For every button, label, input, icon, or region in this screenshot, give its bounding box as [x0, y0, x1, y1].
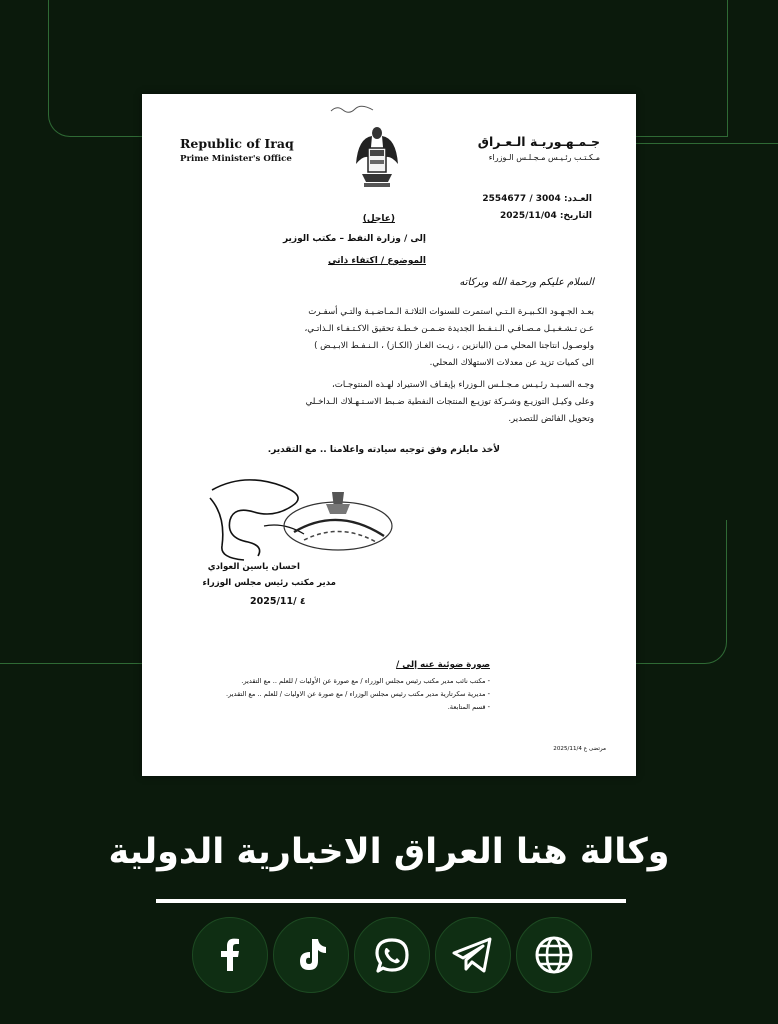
agency-underline [156, 899, 626, 903]
office-seal-icon [280, 486, 396, 558]
telegram-icon [450, 934, 496, 976]
tiktok-icon [291, 935, 331, 975]
telegram-button[interactable] [435, 917, 511, 993]
header-ar-subtitle: مـكـتـب رئـيـس مـجـلـس الـوزراء [488, 153, 600, 162]
paragraph-line: وجـه السـيـد رئـيـس مـجـلـس الـوزراء بإيقـاف الاستيراد لهـذه المنتوجـات، [331, 380, 594, 390]
paragraph-line: وتحويل الفائض للتصدير. [508, 414, 594, 424]
paragraph-line: الى كميات تزيد عن معدلات الاستهلاك المحلي. [429, 358, 594, 368]
facebook-icon [210, 935, 250, 975]
signer-title: مدير مكتب رئيس مجلس الوزراء [202, 578, 336, 588]
facebook-button[interactable] [192, 917, 268, 993]
header-en-subtitle: Prime Minister's Office [180, 154, 292, 164]
copy-header: صورة ضوئية عنه إلى / [396, 660, 490, 670]
whatsapp-button[interactable] [354, 917, 430, 993]
letter-document [142, 94, 636, 776]
header-en-title: Republic of Iraq [180, 136, 294, 151]
agency-name: وكالة هنا العراق الاخبارية الدولية [108, 832, 670, 872]
reference-number: العـدد: 3004 / 2554677 [482, 194, 592, 204]
copy-line: - مكتب نائب مدير مكتب رئيس مجلس الوزراء / مع صورة عن الأوليات / للعلم .. مع التقدير. [241, 677, 490, 685]
iraq-emblem-icon [354, 124, 400, 190]
copy-line: - قسم المتابعة. [447, 703, 490, 711]
paragraph-line: عـن تـشـغـيـل مـصـافـي الـنـفـط الجديدة ضـمـن خـطـة تحقيق الاكـتـفـاء الـذاتـي، [304, 324, 594, 334]
signed-date: 2025/11/ ٤ [250, 596, 306, 607]
copy-line: - مديرية سكرتارية مدير مكتب رئيس مجلس الوزراء / مع صورة عن الاوليات / للعلم .. مع التقدير. [226, 690, 490, 698]
tiktok-button[interactable] [273, 917, 349, 993]
calligraphy-mark-icon [329, 104, 375, 114]
subject: الموضوع / اكتفاء ذاتي [328, 256, 426, 266]
letter-date: التاريخ: 2025/11/04 [500, 211, 592, 221]
globe-icon [532, 933, 576, 977]
frame-line-right [636, 143, 778, 144]
whatsapp-icon [370, 933, 414, 977]
signer-name: احسان ياسين العوادي [207, 562, 300, 572]
paragraph-line: ولوصـول انتاجنا المحلي مـن (البانزين ، زيـت الغـاز (الكـاز) ، الـنـفـط الابـيـض ) [314, 341, 594, 351]
closing-line: لأخذ مايلزم وفق توجيه سيادته واعلامنا .. مع التقدير. [267, 445, 500, 455]
urgent-label: (عاجل) [362, 214, 395, 224]
greeting: السلام عليكم ورحمة الله وبركاته [459, 277, 594, 288]
header-ar-title: جـمـهـوريـة الـعـراق [477, 134, 600, 149]
paragraph-line: بعـد الجـهـود الكـبيـرة الـتـي استمرت للسنوات الثلاثـة الـمـاضـيـة والتـي أسفـرت [308, 307, 594, 317]
footer-reference: مرتضى ع 2025/11/4 [553, 746, 606, 752]
paragraph-line: وعلى وكيـل التوزيـع وشـركة توزيـع المنتجات النفطية ضـبط الاسـتـهـلاك الـداخـلي [305, 397, 594, 407]
recipient: إلى / وزارة النفط – مكتب الوزير [282, 234, 426, 244]
website-button[interactable] [516, 917, 592, 993]
